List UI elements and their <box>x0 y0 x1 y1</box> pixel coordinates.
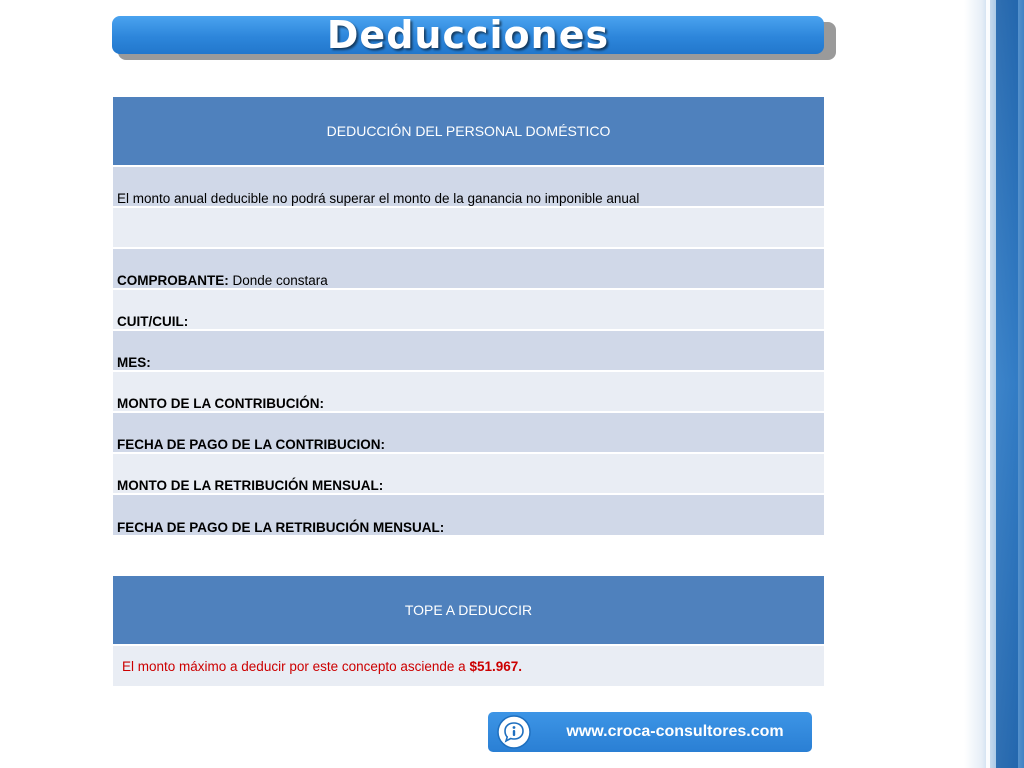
info-chat-icon <box>496 714 532 750</box>
table-row <box>113 166 824 207</box>
table-header: DEDUCCIÓN DEL PERSONAL DOMÉSTICO <box>113 97 824 166</box>
page-title: Deducciones <box>326 13 610 57</box>
field-mes: MES: <box>113 330 824 371</box>
tope-amount: $51.967. <box>469 658 523 674</box>
table-row <box>113 645 824 686</box>
empty-cell <box>113 207 824 248</box>
table-row <box>113 412 824 453</box>
table-row <box>113 371 824 412</box>
deduccion-table <box>113 97 824 535</box>
field-fecha-pago-contribucion: FECHA DE PAGO DE LA CONTRIBUCION: <box>113 412 824 453</box>
table-header-row <box>113 576 824 645</box>
table-header-row <box>113 97 824 166</box>
comprobante-cell <box>113 248 824 289</box>
field-cuit-cuil: CUIT/CUIL: <box>113 289 824 330</box>
comprobante-text: Donde constara <box>228 273 328 288</box>
table-row-empty <box>113 207 824 248</box>
table-row <box>113 330 824 371</box>
comprobante-label: COMPROBANTE: <box>117 273 229 288</box>
decorative-side-band <box>964 0 1024 768</box>
description-cell: El monto anual deducible no podrá superar el monto de la ganancia no imponible anual <box>113 166 824 207</box>
field-monto-retribucion: MONTO DE LA RETRIBUCIÓN MENSUAL: <box>113 453 824 494</box>
tope-table <box>113 576 824 686</box>
table-row <box>113 289 824 330</box>
table-row <box>113 494 824 535</box>
tope-text: El monto máximo a deducir por este concepto asciende a <box>122 658 470 674</box>
tope-cell <box>113 645 824 686</box>
table-row <box>113 248 824 289</box>
table-header: TOPE A DEDUCCIR <box>113 576 824 645</box>
decorative-stripe <box>996 0 1018 768</box>
decorative-stripe-light <box>986 0 990 768</box>
website-link[interactable]: www.croca-consultores.com <box>566 723 784 740</box>
title-banner <box>112 13 824 57</box>
field-monto-contribucion: MONTO DE LA CONTRIBUCIÓN: <box>113 371 824 412</box>
table-row <box>113 453 824 494</box>
field-fecha-pago-retribucion: FECHA DE PAGO DE LA RETRIBUCIÓN MENSUAL: <box>113 494 824 535</box>
